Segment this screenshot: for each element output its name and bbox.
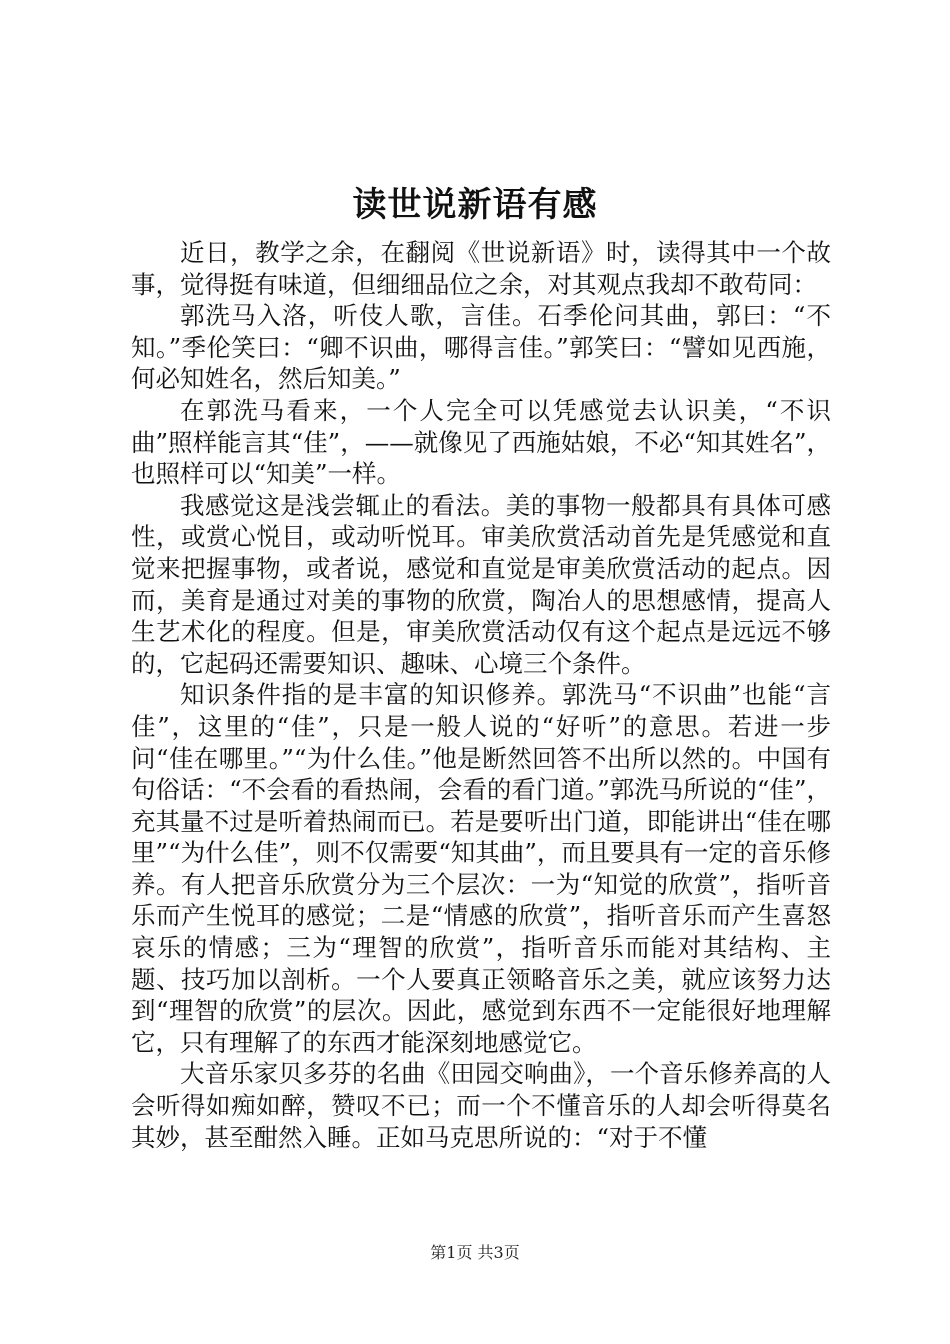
paragraph: 大音乐家贝多芬的名曲《田园交响曲》，一个音乐修养高的人会听得如痴如醉，赞叹不已；而一个不懂音乐的人却会听得莫名其妙，甚至酣然入睡。正如马克思所说的：“对于不懂 [131, 1059, 831, 1152]
document-body [131, 237, 831, 1153]
paragraph: 在郭洗马看来，一个人完全可以凭感觉去认识美，“不识曲”照样能言其“佳”，——就像见了西施姑娘，不必“知其姓名”，也照样可以“知美”一样。 [131, 395, 831, 489]
page-footer: 第1页 共3页 [430, 1243, 520, 1262]
paragraph: 我感觉这是浅尝辄止的看法。美的事物一般都具有具体可感性，或赏心悦目，或动听悦耳。审美欣赏活动首先是凭感觉和直觉来把握事物，或者说，感觉和直觉是审美欣赏活动的起点。因而，美育是通过对美的事物的欣赏，陶冶人的思想感情，提高人生艺术化的程度。但是，审美欣赏活动仅有这个起点是远远不够的，它起码还需要知识、趣味、心境三个条件。 [131, 490, 831, 678]
paragraph: 近日，教学之余，在翻阅《世说新语》时，读得其中一个故事，觉得挺有味道，但细细品位之余，对其观点我却不敢苟同： [131, 238, 831, 299]
page-title: 读世说新语有感 [352, 185, 598, 225]
paragraph: 知识条件指的是丰富的知识修养。郭洗马“不识曲”也能“言佳”，这里的“佳”，只是一般人说的“好听”的意思。若进一步问“佳在哪里。”“为什么佳。”他是断然回答不出所以然的。中国有句俗话：“不会看的看热闹，会看的看门道。”郭洗马所说的“佳”，充其量不过是听着热闹而已。若是要听出门道，即能讲出“佳在哪里”“为什么佳”，则不仅需要“知其曲”，而且要具有一定的音乐修养。有人把音乐欣赏分为三个层次：一为“知觉的欣赏”，指听音乐而产生悦耳的感觉；二是“情感的欣赏”，指听音乐而产生喜怒哀乐的情感；三为“理智的欣赏”，指听音乐而能对其结构、主题、技巧加以剖析。一个人要真正领略音乐之美，就应该努力达到“理智的欣赏”的层次。因此，感觉到东西不一定能很好地理解它，只有理解了的东西才能深刻地感觉它。 [131, 680, 831, 1057]
paragraph: 郭洗马入洛，听伎人歌，言佳。石季伦问其曲，郭曰：“不知。”季伦笑曰：“卿不识曲，哪得言佳。”郭笑曰：“譬如见西施，何必知姓名，然后知美。” [131, 301, 831, 394]
